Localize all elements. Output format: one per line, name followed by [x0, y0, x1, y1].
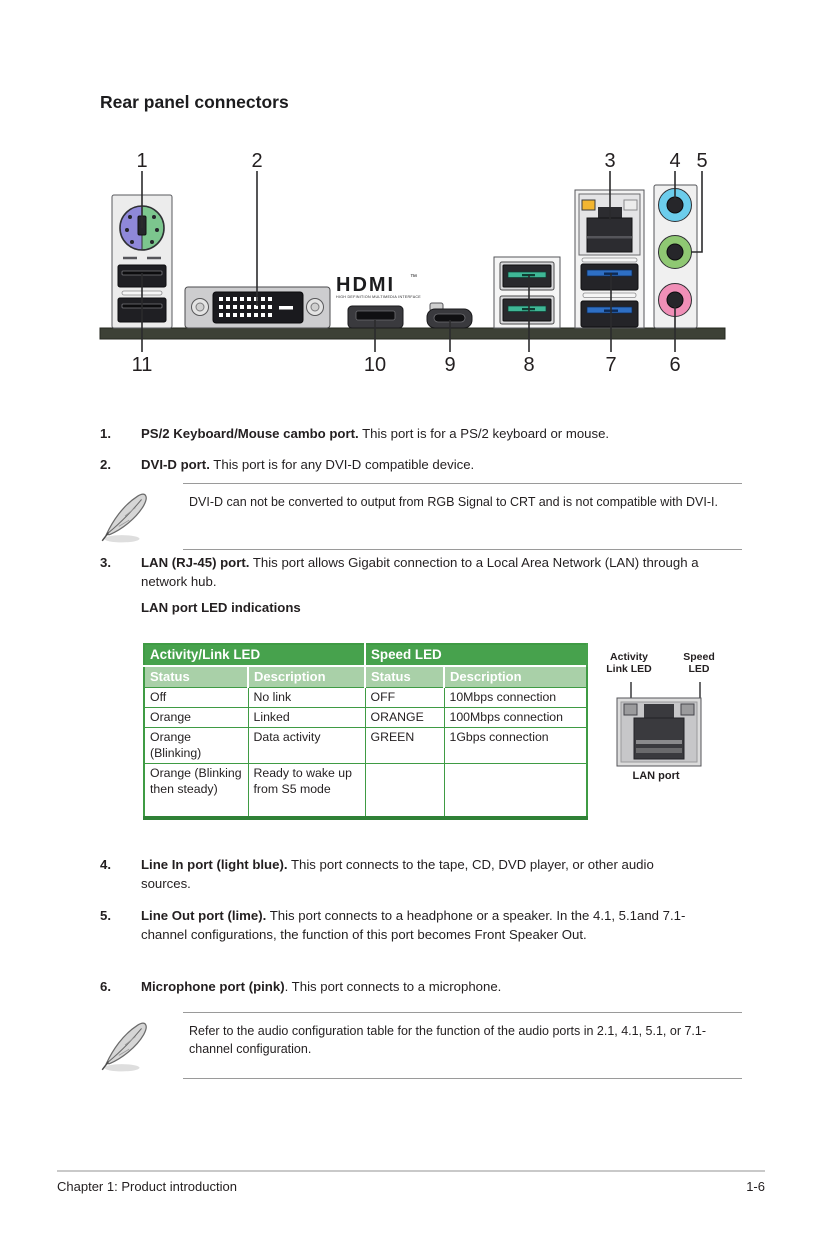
callout-1: 1 — [136, 150, 148, 172]
note-text: Refer to the audio configuration table for the function of the audio ports in 2.1, 4.1, 5.1, or 7.1-channel configuration. — [183, 1012, 742, 1079]
list-item-5 — [100, 906, 722, 944]
speed-led-label: Speed LED — [683, 651, 715, 675]
col-header: Status — [144, 666, 248, 688]
table-row — [144, 708, 587, 728]
item-number: 2. — [100, 457, 111, 472]
note-dvi — [97, 483, 742, 550]
table-cell: Linked — [248, 708, 365, 728]
lan-port-drawing — [590, 682, 722, 768]
table-cell — [365, 764, 444, 818]
footer-page-number: 1-6 — [746, 1179, 765, 1194]
item-desc: This port is for any DVI-D compatible device. — [209, 457, 475, 472]
fig-activity-led — [624, 704, 637, 715]
usb3-ports-icon — [581, 264, 638, 327]
table-row — [144, 688, 587, 708]
hdmi-logo — [336, 274, 421, 299]
item-number: 1. — [100, 426, 111, 441]
col-header: Description — [444, 666, 587, 688]
table-cell: Orange — [144, 708, 248, 728]
table-cell: Off — [144, 688, 248, 708]
item-text — [141, 424, 706, 443]
table-cell: 100Mbps connection — [444, 708, 587, 728]
lan-port-caption: LAN port — [632, 770, 680, 782]
item-text — [141, 553, 706, 591]
fig-speed-led — [681, 704, 694, 715]
table-group-header-row — [144, 644, 587, 666]
item-desc: This port is for a PS/2 keyboard or mouse. — [358, 426, 610, 441]
table-cell: ORANGE — [365, 708, 444, 728]
list-item-1 — [100, 424, 722, 443]
table-cell: GREEN — [365, 728, 444, 764]
lan-speed-led — [624, 200, 637, 210]
table-row — [144, 764, 587, 818]
list-item-3 — [100, 553, 722, 591]
page-title: Rear panel connectors — [100, 92, 289, 112]
callout-5: 5 — [696, 150, 708, 172]
hdmi-tm: ™ — [410, 274, 417, 281]
item-number: 5. — [100, 908, 111, 923]
footer-rule — [57, 1170, 765, 1172]
item-lead: PS/2 Keyboard/Mouse cambo port. — [141, 426, 359, 441]
item-text — [141, 906, 706, 944]
lan-table-heading: LAN port LED indications — [141, 600, 301, 615]
col-header: Description — [248, 666, 365, 688]
item-lead: LAN (RJ-45) port. — [141, 555, 250, 570]
callout-9: 9 — [444, 354, 456, 376]
item-text — [141, 455, 706, 474]
usb-teal-bracket — [494, 257, 560, 328]
table-cell: 10Mbps connection — [444, 688, 587, 708]
item-lead: Microphone port (pink) — [141, 979, 285, 994]
callout-2: 2 — [251, 150, 263, 172]
list-item-4 — [100, 855, 722, 893]
item-text — [141, 977, 706, 996]
table-cell: OFF — [365, 688, 444, 708]
callout-4: 4 — [669, 150, 681, 172]
hdmi-logo-text: HDMI — [336, 274, 396, 296]
activity-link-led-label: Activity Link LED — [606, 651, 652, 675]
item-desc: This port connects to the tape, CD, DVD player, or other audio sources. — [141, 857, 654, 891]
table-cell: 1Gbps connection — [444, 728, 587, 764]
item-lead: DVI-D port. — [141, 457, 210, 472]
table-cell: Orange (Blinking) — [144, 728, 248, 764]
callout-7: 7 — [605, 354, 617, 376]
list-item-2 — [100, 455, 722, 474]
item-desc: This port allows Gigabit connection to a Local Area Network (LAN) through a network hub. — [141, 555, 699, 589]
lan-activity-led — [582, 200, 595, 210]
note-text: DVI-D can not be converted to output from RGB Signal to CRT and is not compatible with DVI-I. — [183, 483, 742, 550]
item-lead: Line In port (light blue). — [141, 857, 288, 872]
note-audio — [97, 1012, 742, 1079]
footer — [57, 1179, 765, 1194]
note-quill-icon — [97, 483, 183, 550]
list-item-6 — [100, 977, 722, 996]
group-header-activity: Activity/Link LED — [144, 644, 365, 666]
item-desc: . This port connects to a microphone. — [284, 979, 502, 994]
motherboard-edge-strip — [100, 328, 725, 339]
item-desc: This port connects to a headphone or a speaker. In the 4.1, 5.1and 7.1-channel configurations, the function of this port becomes Front Speaker Out. — [141, 908, 686, 942]
table-cell: Ready to wake up from S5 mode — [248, 764, 365, 818]
callout-10: 10 — [363, 354, 387, 376]
lan-port-figure — [590, 652, 722, 790]
item-number: 3. — [100, 555, 111, 570]
callout-3: 3 — [604, 150, 616, 172]
callout-8: 8 — [523, 354, 535, 376]
table-col-header-row — [144, 666, 587, 688]
item-lead: Line Out port (lime). — [141, 908, 267, 923]
item-number: 6. — [100, 979, 111, 994]
callout-6: 6 — [669, 354, 681, 376]
lan-led-table — [143, 643, 588, 820]
table-cell: Orange (Blinking then steady) — [144, 764, 248, 818]
hdmi-tagline: HIGH DEFINITION MULTIMEDIA INTERFACE — [336, 295, 422, 299]
callout-11: 11 — [131, 354, 153, 376]
group-header-speed: Speed LED — [365, 644, 587, 666]
item-number: 4. — [100, 857, 111, 872]
table-cell: No link — [248, 688, 365, 708]
table-row — [144, 728, 587, 764]
item-text — [141, 855, 706, 893]
footer-chapter: Chapter 1: Product introduction — [57, 1179, 237, 1194]
table-cell: Data activity — [248, 728, 365, 764]
rear-panel-diagram — [92, 140, 732, 385]
table-cell — [444, 764, 587, 818]
note-quill-icon — [97, 1012, 183, 1079]
col-header: Status — [365, 666, 444, 688]
